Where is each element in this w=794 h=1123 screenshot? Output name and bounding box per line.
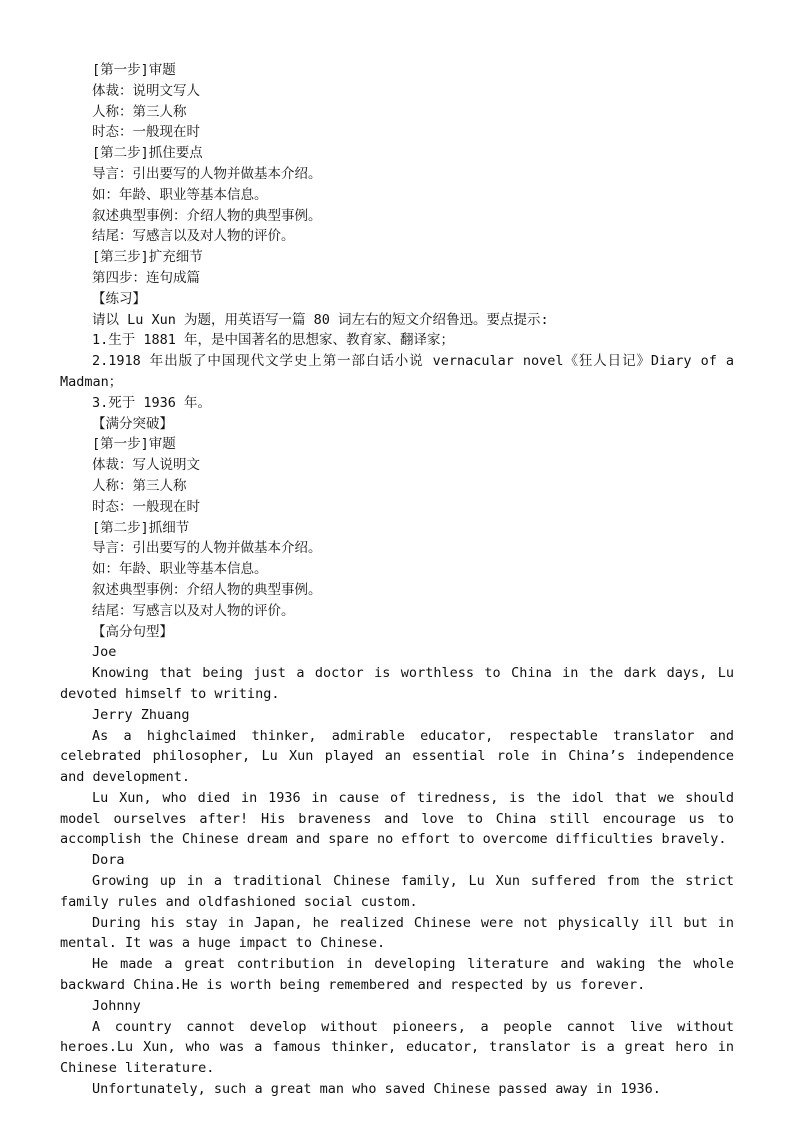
tense-line: 时态：一般现在时 bbox=[92, 124, 200, 141]
author-johnny: Johnny bbox=[92, 997, 141, 1014]
dora-sentence-3: He made a great contribution in developing literature and waking the whole backward China.He is worth being remembered and respected by us forever. bbox=[60, 956, 734, 994]
step1-heading: [第一步]审题 bbox=[92, 62, 176, 78]
example-line-b: 如：年龄、职业等基本信息。 bbox=[92, 561, 268, 578]
author-joe: Joe bbox=[92, 644, 117, 661]
step3-heading: [第三步]扩充细节 bbox=[92, 249, 203, 266]
jerry-sentence-1: As a highclaimed thinker, admirable educator, respectable translator and celebrated philosopher, Lu Xun played an essential role in China’s independence and development. bbox=[60, 727, 734, 786]
dora-sentence-2: During his stay in Japan, he realized Chinese were not physically ill but in mental. It was a huge impact to Chinese. bbox=[60, 914, 734, 952]
point-1: 1.生于 1881 年，是中国著名的思想家、教育家、翻译家； bbox=[92, 332, 455, 349]
point-2: 2.1918 年出版了中国现代文学史上第一部白话小说 vernacular novel《狂人日记》Diary of a Madman； bbox=[60, 353, 734, 390]
ending-line: 结尾：写感言以及对人物的评价。 bbox=[92, 228, 295, 245]
person-line: 人称：第三人称 bbox=[92, 103, 187, 120]
intro-line-b: 导言：引出要写的人物并做基本介绍。 bbox=[92, 540, 322, 557]
exercise-prompt: 请以 Lu Xun 为题，用英语写一篇 80 词左右的短文介绍鲁迅。要点提示: bbox=[92, 311, 549, 328]
narrate-line-b: 叙述典型事例：介绍人物的典型事例。 bbox=[92, 581, 322, 598]
author-jerry: Jerry Zhuang bbox=[92, 706, 190, 723]
dora-sentence-1: Growing up in a traditional Chinese family, Lu Xun suffered from the strict family rules and oldfashioned social custom. bbox=[60, 873, 734, 910]
genre-line-b: 体裁：写人说明文 bbox=[92, 457, 200, 474]
johnny-sentence-1: A country cannot develop without pioneers, a people cannot live without heroes.Lu Xun, who was a famous thinker, educator, translator is a great hero in Chinese literature. bbox=[60, 1018, 734, 1077]
exercise-heading: 【练习】 bbox=[92, 290, 146, 307]
step2-heading: [第二步]抓住要点 bbox=[92, 145, 203, 162]
point-3: 3.死于 1936 年。 bbox=[92, 394, 212, 411]
high-score-heading: 【高分句型】 bbox=[92, 623, 173, 640]
ending-line-b: 结尾：写感言以及对人物的评价。 bbox=[92, 602, 295, 619]
narrate-line: 叙述典型事例：介绍人物的典型事例。 bbox=[92, 207, 322, 224]
full-score-heading: 【满分突破】 bbox=[92, 415, 173, 432]
joe-sentence: Knowing that being just a doctor is worthless to China in the dark days, Lu devoted himself to writing. bbox=[60, 665, 734, 702]
document-page bbox=[60, 60, 734, 1100]
jerry-sentence-2: Lu Xun, who died in 1936 in cause of tiredness, is the idol that we should model ourselves after! His braveness and love to China still encourage us to accomplish the Chinese dream and spare no effort to overcome difficulties bravely. bbox=[60, 789, 734, 848]
genre-line: 体裁：说明文写人 bbox=[92, 82, 200, 99]
step1-heading-b: [第一步]审题 bbox=[92, 436, 176, 453]
johnny-sentence-2: Unfortunately, such a great man who saved Chinese passed away in 1936. bbox=[92, 1081, 661, 1098]
intro-line: 导言：引出要写的人物并做基本介绍。 bbox=[92, 165, 322, 182]
author-dora: Dora bbox=[92, 852, 125, 869]
tense-line-b: 时态：一般现在时 bbox=[92, 498, 200, 515]
person-line-b: 人称：第三人称 bbox=[92, 477, 187, 494]
step4-heading: 第四步：连句成篇 bbox=[92, 269, 200, 286]
step2-heading-b: [第二步]抓细节 bbox=[92, 519, 190, 536]
example-line: 如：年龄、职业等基本信息。 bbox=[92, 186, 268, 203]
